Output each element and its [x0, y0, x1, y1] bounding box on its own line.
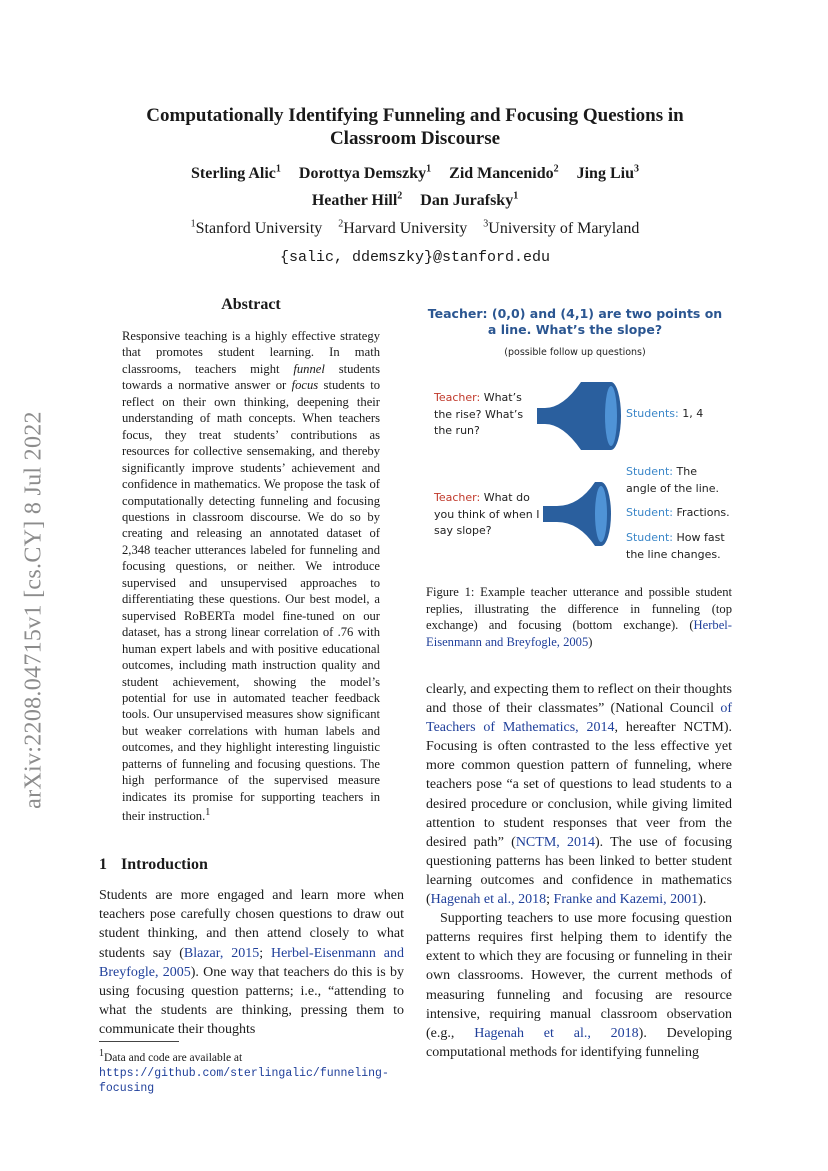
citation-link[interactable]: Hagenah et al., 2018	[474, 1025, 639, 1041]
right-column-body	[426, 680, 732, 1062]
arxiv-identifier: arXiv:2208.04715v1 [cs.CY] 8 Jul 2022	[20, 411, 47, 809]
focus-teacher-question: Teacher: What do you think of when I say slope?	[434, 491, 540, 537]
focus-student-answer-2: Student: Fractions.	[626, 506, 730, 519]
author: Jing Liu$^3$	[576, 164, 639, 183]
author: Heather Hill$^2$	[311, 191, 403, 210]
citation-link[interactable]: Hagenah et al., 2018	[430, 892, 547, 908]
author: Dan Jurafsky$^1$	[420, 191, 519, 210]
author: Dorottya Demszky$^1$	[298, 164, 432, 183]
funnel-student-answer: Students: 1, 4	[626, 407, 704, 420]
affiliation: $^1$Stanford University	[190, 219, 323, 238]
citation-link[interactable]: Blazar, 2015	[183, 945, 260, 961]
abstract-heading: Abstract	[221, 296, 281, 313]
citation-link[interactable]: Herbel-Eisenmann and Breyfogle, 2005	[426, 618, 732, 649]
citation-link[interactable]: Herbel-Eisenmann and Breyfogle, 2005	[99, 945, 404, 980]
author: Sterling Alic$^1$	[191, 164, 281, 183]
footnote-rule	[99, 1041, 179, 1042]
citation-link[interactable]: Franke and Kazemi, 2001	[553, 892, 699, 908]
intro-paragraph: Students are more engaged and learn more when teachers pose carefully chosen questions to draw out student thinking, and then attend closely to what students say (Blazar, 2015; Herbel-Eisenmann and Breyfogle, 2005). One way that teachers do this is by using focusing question patterns; i.e., “attending to what the students are thinking, pressing them to communicate their thoughts	[99, 888, 404, 1038]
figure-caption: Figure 1: Example teacher utterance and possible student replies, illustrating the difference in funneling (top exchange) and focusing (bottom exchange). (Herbel-Eisenmann and Breyfogle, 2005)	[426, 585, 732, 649]
focus-student-answer-1: Student: The angle of the line.	[626, 465, 720, 495]
repository-link[interactable]: https://github.com/sterlingalic/funneling-focusing	[99, 1066, 389, 1095]
affiliation: $^2$Harvard University	[338, 219, 468, 238]
citation-link[interactable]: of Teachers of Mathematics, 2014	[426, 701, 732, 736]
footnote: $^1$Data and code are available at https://github.com/sterlingalic/funneling-focusing	[99, 1048, 389, 1095]
affiliations	[110, 219, 720, 238]
figure-subtitle: (possible follow up questions)	[504, 347, 646, 358]
footnote-marker[interactable]: 1	[205, 807, 211, 819]
section-heading: 1 Introduction	[99, 856, 208, 873]
contact-email[interactable]: {salic, ddemszky}@stanford.edu	[279, 249, 551, 266]
funnel-teacher-question: Teacher: What’s the rise? What’s the run?	[434, 391, 524, 437]
figure-title: Teacher: (0,0) and (4,1) are two points on a line. What’s the slope?	[427, 306, 723, 337]
citation-link[interactable]: NCTM, 2014	[515, 834, 595, 850]
funnel-icon	[537, 378, 621, 454]
focus-funnel-icon	[543, 478, 615, 550]
author-list-row-2	[110, 191, 720, 210]
paper-title: Computationally Identifying Funneling and Focusing Questions in Classroom Discourse	[146, 105, 684, 149]
abstract-body: Responsive teaching is a highly effective strategy that promotes student learning. In math classrooms, teachers might funnel students towards a normative answer or focus students to reflect on their own thinking, deepening their understanding of math concepts. When teachers focus, they treat students’ contributions as resources for collective sensemaking, and thereby significantly improve students’ achievement and confidence in mathematics. We propose the task of computationally detecting funneling and focusing questions in classroom discourse. We do so by creating and releasing an annotated dataset of 2,348 teacher utterances labeled for funneling and focusing questions, or neither. We introduce supervised and unsupervised approaches to differentiating these questions. Our best model, a supervised RoBERTa model fine-tuned on our dataset, has a strong linear correlation of .76 with human expert labels and with positive educational outcomes, including math instruction quality and student achievement, showing the model’s potential for use in automated teacher feedback tools. Our unsupervised measures show significant but weaker correlations with human labels and outcomes, and they highlight interesting linguistic patterns of funneling and focusing questions. The high performance of the supervised measure indicates its promise for supporting teachers in their instruction.$^1$	[122, 329, 381, 824]
affiliation: $^3$University of Maryland	[483, 219, 640, 238]
author-list-row-1	[110, 164, 720, 183]
figure-1	[425, 300, 735, 572]
focus-student-answer-3: Student: How fast the line changes.	[626, 531, 725, 561]
paragraph: Supporting teachers to use more focusing question patterns requires first helping them to identify the extent to which they are focusing or funneling in their own classrooms. However, the current methods of measuring funneling and focusing are resource intensive, requiring manual classroom observation (e.g., Hagenah et al., 2018). Developing computational methods for identifying funneling	[426, 911, 732, 1060]
author: Zid Mancenido$^2$	[449, 164, 559, 183]
paragraph: clearly, and expecting them to reflect on their thoughts and those of their classmates” (National Council of Teachers of Mathematics, 2014, hereafter NCTM). Focusing is often contrasted to the less effective yet more common question pattern of funneling, where teachers pose “a set of questions to lead students to a desired procedure or conclusion, while giving limited attention to student responses that veer from the desired path” (NCTM, 2014). The use of focusing questioning patterns has been linked to better student learning outcomes and confidence in mathematics (Hagenah et al., 2018; Franke and Kazemi, 2001).	[426, 682, 732, 908]
